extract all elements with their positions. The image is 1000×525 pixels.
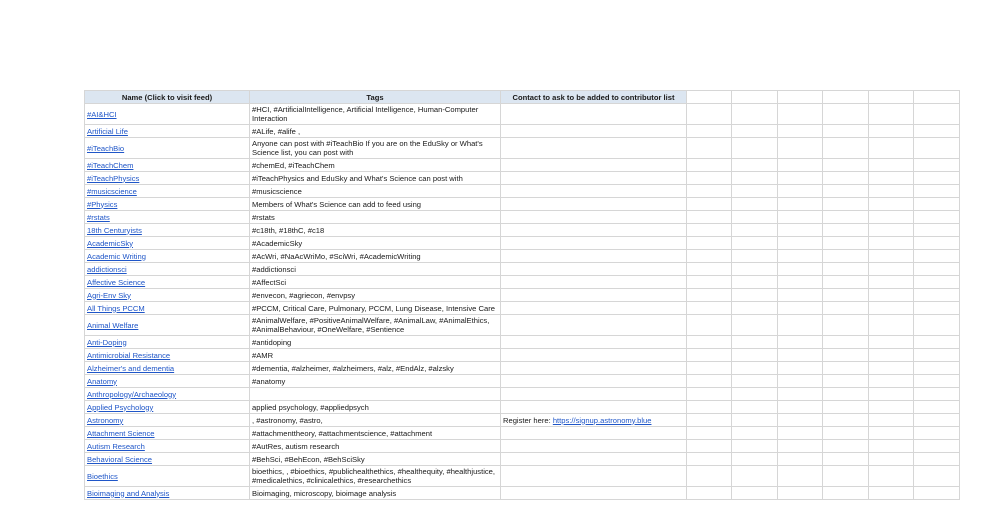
tags-cell[interactable]: #AMR [250, 349, 501, 362]
empty-cell[interactable] [732, 440, 778, 453]
empty-cell[interactable] [687, 336, 732, 349]
empty-cell[interactable] [869, 388, 914, 401]
empty-cell[interactable] [869, 466, 914, 487]
feed-name-link[interactable]: Alzheimer's and dementia [85, 362, 250, 375]
empty-cell[interactable] [687, 302, 732, 315]
table-row [85, 125, 960, 138]
empty-cell[interactable] [869, 487, 914, 500]
tags-cell[interactable]: #musicscience [250, 185, 501, 198]
table-row [85, 349, 960, 362]
contact-cell[interactable] [501, 250, 687, 263]
tags-cell[interactable]: applied psychology, #appliedpsych [250, 401, 501, 414]
empty-cell[interactable] [914, 401, 960, 414]
empty-cell[interactable] [823, 185, 869, 198]
tags-cell[interactable]: #AutRes, autism research [250, 440, 501, 453]
table-row [85, 336, 960, 349]
empty-cell[interactable] [778, 224, 823, 237]
empty-cell[interactable] [732, 414, 778, 427]
contact-cell[interactable] [501, 414, 687, 427]
feed-name-link[interactable]: Anatomy [85, 375, 250, 388]
empty-cell[interactable] [914, 315, 960, 336]
contact-cell[interactable] [501, 388, 687, 401]
empty-cell[interactable] [869, 185, 914, 198]
empty-cell[interactable] [778, 414, 823, 427]
empty-cell[interactable] [869, 302, 914, 315]
contact-cell[interactable] [501, 289, 687, 302]
tags-cell[interactable]: #AffectSci [250, 276, 501, 289]
tags-cell[interactable]: #iTeachPhysics and EduSky and What's Science can post with [250, 172, 501, 185]
empty-cell[interactable] [778, 263, 823, 276]
empty-cell[interactable] [869, 263, 914, 276]
table-row [85, 263, 960, 276]
tags-cell[interactable]: #attachmenttheory, #attachmentscience, #attachment [250, 427, 501, 440]
empty-cell[interactable] [732, 198, 778, 211]
empty-cell[interactable] [778, 289, 823, 302]
empty-cell[interactable] [732, 401, 778, 414]
tags-cell[interactable]: #PCCM, Critical Care, Pulmonary, PCCM, Lung Disease, Intensive Care [250, 302, 501, 315]
empty-cell[interactable] [778, 250, 823, 263]
feed-name-link[interactable]: Animal Welfare [85, 315, 250, 336]
empty-cell[interactable] [732, 487, 778, 500]
empty-cell[interactable] [914, 138, 960, 159]
empty-cell[interactable] [869, 336, 914, 349]
table-row [85, 211, 960, 224]
feed-name-link[interactable]: #iTeachBio [85, 138, 250, 159]
feed-name-link[interactable]: #AI&HCI [85, 104, 250, 125]
empty-cell[interactable] [778, 466, 823, 487]
feed-name-link[interactable]: Academic Writing [85, 250, 250, 263]
tags-cell[interactable]: #ALife, #alife , [250, 125, 501, 138]
empty-cell[interactable] [869, 237, 914, 250]
header-tags[interactable]: Tags [250, 91, 501, 104]
contact-cell[interactable] [501, 211, 687, 224]
empty-cell[interactable] [732, 315, 778, 336]
contact-cell[interactable] [501, 375, 687, 388]
empty-cell[interactable] [914, 362, 960, 375]
tags-cell[interactable]: bioethics, , #bioethics, #publichealthethics, #healthequity, #healthjustice, #medicalethics, #clinicalethics, #researchethics [250, 466, 501, 487]
tags-cell[interactable]: #antidoping [250, 336, 501, 349]
empty-cell[interactable] [687, 414, 732, 427]
empty-cell[interactable] [732, 466, 778, 487]
empty-cell[interactable] [687, 172, 732, 185]
contact-cell[interactable] [501, 362, 687, 375]
empty-cell[interactable] [869, 289, 914, 302]
tags-cell[interactable]: #chemEd, #iTeachChem [250, 159, 501, 172]
empty-cell[interactable] [778, 198, 823, 211]
empty-cell[interactable] [687, 211, 732, 224]
empty-cell[interactable] [778, 172, 823, 185]
empty-cell[interactable] [732, 362, 778, 375]
tags-cell[interactable]: Anyone can post with #iTeachBio If you are on the EduSky or What's Science list, you can post with [250, 138, 501, 159]
empty-cell[interactable] [778, 349, 823, 362]
table-row [85, 104, 960, 125]
empty-cell[interactable] [823, 224, 869, 237]
feed-name-link[interactable]: Behavioral Science [85, 453, 250, 466]
empty-cell[interactable] [914, 198, 960, 211]
empty-cell[interactable] [914, 375, 960, 388]
contact-cell[interactable] [501, 315, 687, 336]
contact-cell[interactable] [501, 263, 687, 276]
table-row [85, 440, 960, 453]
table-row [85, 466, 960, 487]
feed-name-link[interactable]: #iTeachChem [85, 159, 250, 172]
tags-cell[interactable]: #AnimalWelfare, #PositiveAnimalWelfare, #AnimalLaw, #AnimalEthics, #AnimalBehaviour, #OneWelfare, #Sentience [250, 315, 501, 336]
empty-cell[interactable] [732, 388, 778, 401]
empty-cell[interactable] [823, 302, 869, 315]
empty-cell[interactable] [869, 315, 914, 336]
contact-cell[interactable] [501, 487, 687, 500]
contact-cell[interactable] [501, 159, 687, 172]
feed-name-link[interactable]: #Physics [85, 198, 250, 211]
empty-cell[interactable] [732, 375, 778, 388]
feed-name-link[interactable]: Agri-Env Sky [85, 289, 250, 302]
empty-cell[interactable] [778, 362, 823, 375]
table-row [85, 237, 960, 250]
empty-cell[interactable] [732, 453, 778, 466]
empty-cell[interactable] [778, 302, 823, 315]
empty-cell[interactable] [914, 159, 960, 172]
spreadsheet-table [84, 90, 960, 500]
contact-cell[interactable] [501, 198, 687, 211]
empty-cell[interactable] [914, 125, 960, 138]
empty-cell[interactable] [778, 336, 823, 349]
table-row [85, 172, 960, 185]
empty-cell[interactable] [778, 276, 823, 289]
empty-cell[interactable] [823, 487, 869, 500]
empty-cell[interactable] [914, 104, 960, 125]
tags-cell[interactable]: #BehSci, #BehEcon, #BehSciSky [250, 453, 501, 466]
empty-cell[interactable] [823, 211, 869, 224]
feed-name-link[interactable]: Artificial Life [85, 125, 250, 138]
empty-cell[interactable] [778, 440, 823, 453]
empty-cell[interactable] [687, 362, 732, 375]
empty-cell[interactable] [732, 427, 778, 440]
feed-name-link[interactable]: Anthropology/Archaeology [85, 388, 250, 401]
feed-name-link[interactable]: Bioethics [85, 466, 250, 487]
empty-cell[interactable] [869, 401, 914, 414]
empty-cell[interactable] [732, 237, 778, 250]
empty-cell[interactable] [732, 289, 778, 302]
empty-cell[interactable] [914, 250, 960, 263]
feed-name-link[interactable]: Attachment Science [85, 427, 250, 440]
feed-name-link[interactable]: Autism Research [85, 440, 250, 453]
feed-name-link[interactable]: #iTeachPhysics [85, 172, 250, 185]
empty-cell[interactable] [869, 172, 914, 185]
empty-cell[interactable] [778, 487, 823, 500]
contact-cell[interactable] [501, 185, 687, 198]
empty-cell[interactable] [687, 289, 732, 302]
empty-cell[interactable] [823, 375, 869, 388]
table-row [85, 427, 960, 440]
contact-cell[interactable] [501, 453, 687, 466]
empty-cell[interactable] [823, 159, 869, 172]
feed-name-link[interactable]: Affective Science [85, 276, 250, 289]
empty-cell[interactable] [732, 349, 778, 362]
empty-cell[interactable] [687, 453, 732, 466]
empty-cell[interactable] [778, 388, 823, 401]
empty-cell[interactable] [823, 263, 869, 276]
table-row [85, 453, 960, 466]
tags-cell[interactable]: , #astronomy, #astro, [250, 414, 501, 427]
empty-cell[interactable] [823, 125, 869, 138]
empty-cell[interactable] [869, 159, 914, 172]
empty-cell[interactable] [869, 276, 914, 289]
empty-cell[interactable] [914, 302, 960, 315]
empty-cell[interactable] [778, 315, 823, 336]
contact-cell[interactable] [501, 401, 687, 414]
empty-cell[interactable] [732, 211, 778, 224]
contact-link[interactable]: https://signup.astronomy.blue [552, 415, 652, 425]
feed-name-link[interactable]: Applied Psychology [85, 401, 250, 414]
contact-cell[interactable] [501, 138, 687, 159]
empty-cell[interactable] [732, 336, 778, 349]
empty-cell[interactable] [914, 289, 960, 302]
empty-cell[interactable] [869, 91, 914, 104]
empty-cell[interactable] [823, 336, 869, 349]
empty-cell[interactable] [914, 440, 960, 453]
empty-cell[interactable] [823, 237, 869, 250]
contact-cell[interactable] [501, 466, 687, 487]
empty-cell[interactable] [914, 487, 960, 500]
empty-cell[interactable] [914, 91, 960, 104]
empty-cell[interactable] [914, 224, 960, 237]
tags-cell[interactable]: #c18th, #18thC, #c18 [250, 224, 501, 237]
empty-cell[interactable] [732, 125, 778, 138]
feed-name-link[interactable]: All Things PCCM [85, 302, 250, 315]
feed-name-link[interactable]: addictionsci [85, 263, 250, 276]
empty-cell[interactable] [823, 466, 869, 487]
table-row [85, 487, 960, 500]
tags-cell[interactable]: #AcWri, #NaAcWriMo, #SciWri, #AcademicWriting [250, 250, 501, 263]
table-row [85, 185, 960, 198]
empty-cell[interactable] [687, 185, 732, 198]
empty-cell[interactable] [914, 466, 960, 487]
empty-cell[interactable] [869, 453, 914, 466]
empty-cell[interactable] [687, 401, 732, 414]
tags-cell[interactable]: #dementia, #alzheimer, #alzheimers, #alz, #EndAlz, #alzsky [250, 362, 501, 375]
tags-cell[interactable]: #rstats [250, 211, 501, 224]
contact-cell[interactable] [501, 349, 687, 362]
empty-cell[interactable] [778, 125, 823, 138]
contact-cell[interactable] [501, 276, 687, 289]
empty-cell[interactable] [914, 185, 960, 198]
empty-cell[interactable] [823, 138, 869, 159]
empty-cell[interactable] [687, 138, 732, 159]
table-row [85, 388, 960, 401]
table-row [85, 315, 960, 336]
feed-name-link[interactable]: 18th Centuryists [85, 224, 250, 237]
empty-cell[interactable] [823, 315, 869, 336]
table-row [85, 362, 960, 375]
empty-cell[interactable] [914, 172, 960, 185]
tags-cell[interactable]: #HCI, #ArtificialIntelligence, Artificial Intelligence, Human-Computer Interaction [250, 104, 501, 125]
empty-cell[interactable] [687, 388, 732, 401]
feed-name-link[interactable]: Astronomy [85, 414, 250, 427]
empty-cell[interactable] [687, 427, 732, 440]
contact-cell[interactable] [501, 336, 687, 349]
empty-cell[interactable] [823, 401, 869, 414]
empty-cell[interactable] [778, 401, 823, 414]
contact-label: Register here: [503, 415, 551, 425]
tags-cell[interactable]: #envecon, #agriecon, #envpsy [250, 289, 501, 302]
empty-cell[interactable] [823, 172, 869, 185]
empty-cell[interactable] [869, 104, 914, 125]
empty-cell[interactable] [687, 276, 732, 289]
empty-cell[interactable] [687, 224, 732, 237]
empty-cell[interactable] [732, 138, 778, 159]
table-row [85, 250, 960, 263]
empty-cell[interactable] [823, 414, 869, 427]
table-row [85, 138, 960, 159]
empty-cell[interactable] [914, 237, 960, 250]
table-row [85, 375, 960, 388]
empty-cell[interactable] [778, 375, 823, 388]
empty-cell[interactable] [823, 427, 869, 440]
empty-cell[interactable] [823, 440, 869, 453]
empty-cell[interactable] [823, 289, 869, 302]
contact-cell[interactable] [501, 125, 687, 138]
feed-name-link[interactable]: Anti-Doping [85, 336, 250, 349]
empty-cell[interactable] [687, 250, 732, 263]
empty-cell[interactable] [869, 440, 914, 453]
empty-cell[interactable] [869, 375, 914, 388]
empty-cell[interactable] [687, 466, 732, 487]
empty-cell[interactable] [687, 159, 732, 172]
empty-cell[interactable] [823, 362, 869, 375]
table-row [85, 302, 960, 315]
empty-cell[interactable] [732, 91, 778, 104]
empty-cell[interactable] [732, 276, 778, 289]
tags-cell[interactable]: #AcademicSky [250, 237, 501, 250]
empty-cell[interactable] [914, 349, 960, 362]
empty-cell[interactable] [823, 104, 869, 125]
empty-cell[interactable] [914, 211, 960, 224]
empty-cell[interactable] [869, 125, 914, 138]
contact-cell[interactable] [501, 104, 687, 125]
empty-cell[interactable] [732, 104, 778, 125]
empty-cell[interactable] [914, 427, 960, 440]
empty-cell[interactable] [823, 453, 869, 466]
empty-cell[interactable] [869, 250, 914, 263]
empty-cell[interactable] [823, 349, 869, 362]
empty-cell[interactable] [778, 159, 823, 172]
empty-cell[interactable] [914, 276, 960, 289]
empty-cell[interactable] [732, 159, 778, 172]
tags-cell[interactable]: #addictionsci [250, 263, 501, 276]
empty-cell[interactable] [687, 104, 732, 125]
contact-cell[interactable] [501, 172, 687, 185]
tags-cell[interactable] [250, 388, 501, 401]
empty-cell[interactable] [823, 198, 869, 211]
empty-cell[interactable] [914, 388, 960, 401]
feed-name-link[interactable]: #musicscience [85, 185, 250, 198]
empty-cell[interactable] [687, 487, 732, 500]
tags-cell[interactable]: Bioimaging, microscopy, bioimage analysis [250, 487, 501, 500]
table-row [85, 276, 960, 289]
empty-cell[interactable] [778, 237, 823, 250]
empty-cell[interactable] [869, 211, 914, 224]
feed-name-link[interactable]: #rstats [85, 211, 250, 224]
contact-cell[interactable] [501, 427, 687, 440]
empty-cell[interactable] [823, 91, 869, 104]
empty-cell[interactable] [687, 91, 732, 104]
header-row [85, 91, 960, 104]
empty-cell[interactable] [778, 453, 823, 466]
empty-cell[interactable] [687, 315, 732, 336]
contact-cell[interactable] [501, 302, 687, 315]
table-row [85, 414, 960, 427]
empty-cell[interactable] [687, 440, 732, 453]
empty-cell[interactable] [778, 104, 823, 125]
empty-cell[interactable] [687, 375, 732, 388]
table-row [85, 224, 960, 237]
table-row [85, 198, 960, 211]
empty-cell[interactable] [869, 138, 914, 159]
empty-cell[interactable] [732, 185, 778, 198]
empty-cell[interactable] [732, 172, 778, 185]
empty-cell[interactable] [687, 263, 732, 276]
empty-cell[interactable] [732, 302, 778, 315]
empty-cell[interactable] [914, 336, 960, 349]
table-row [85, 401, 960, 414]
tags-cell[interactable]: Members of What's Science can add to feed using [250, 198, 501, 211]
empty-cell[interactable] [869, 349, 914, 362]
empty-cell[interactable] [687, 125, 732, 138]
contact-cell[interactable] [501, 237, 687, 250]
header-contact[interactable]: Contact to ask to be added to contributor list [501, 91, 687, 104]
feed-name-link[interactable]: Bioimaging and Analysis [85, 487, 250, 500]
feed-name-link[interactable]: AcademicSky [85, 237, 250, 250]
table-row [85, 159, 960, 172]
empty-cell[interactable] [914, 414, 960, 427]
contact-cell[interactable] [501, 224, 687, 237]
empty-cell[interactable] [778, 427, 823, 440]
empty-cell[interactable] [869, 198, 914, 211]
empty-cell[interactable] [778, 91, 823, 104]
empty-cell[interactable] [914, 263, 960, 276]
header-name[interactable]: Name (Click to visit feed) [85, 91, 250, 104]
empty-cell[interactable] [914, 453, 960, 466]
empty-cell[interactable] [778, 185, 823, 198]
empty-cell[interactable] [687, 198, 732, 211]
tags-cell[interactable]: #anatomy [250, 375, 501, 388]
table-row [85, 289, 960, 302]
empty-cell[interactable] [687, 349, 732, 362]
empty-cell[interactable] [778, 211, 823, 224]
empty-cell[interactable] [869, 224, 914, 237]
empty-cell[interactable] [869, 414, 914, 427]
empty-cell[interactable] [869, 427, 914, 440]
empty-cell[interactable] [687, 237, 732, 250]
empty-cell[interactable] [869, 362, 914, 375]
empty-cell[interactable] [778, 138, 823, 159]
contact-cell[interactable] [501, 440, 687, 453]
empty-cell[interactable] [823, 250, 869, 263]
empty-cell[interactable] [732, 250, 778, 263]
empty-cell[interactable] [732, 224, 778, 237]
feed-name-link[interactable]: Antimicrobial Resistance [85, 349, 250, 362]
empty-cell[interactable] [823, 388, 869, 401]
empty-cell[interactable] [823, 276, 869, 289]
empty-cell[interactable] [732, 263, 778, 276]
